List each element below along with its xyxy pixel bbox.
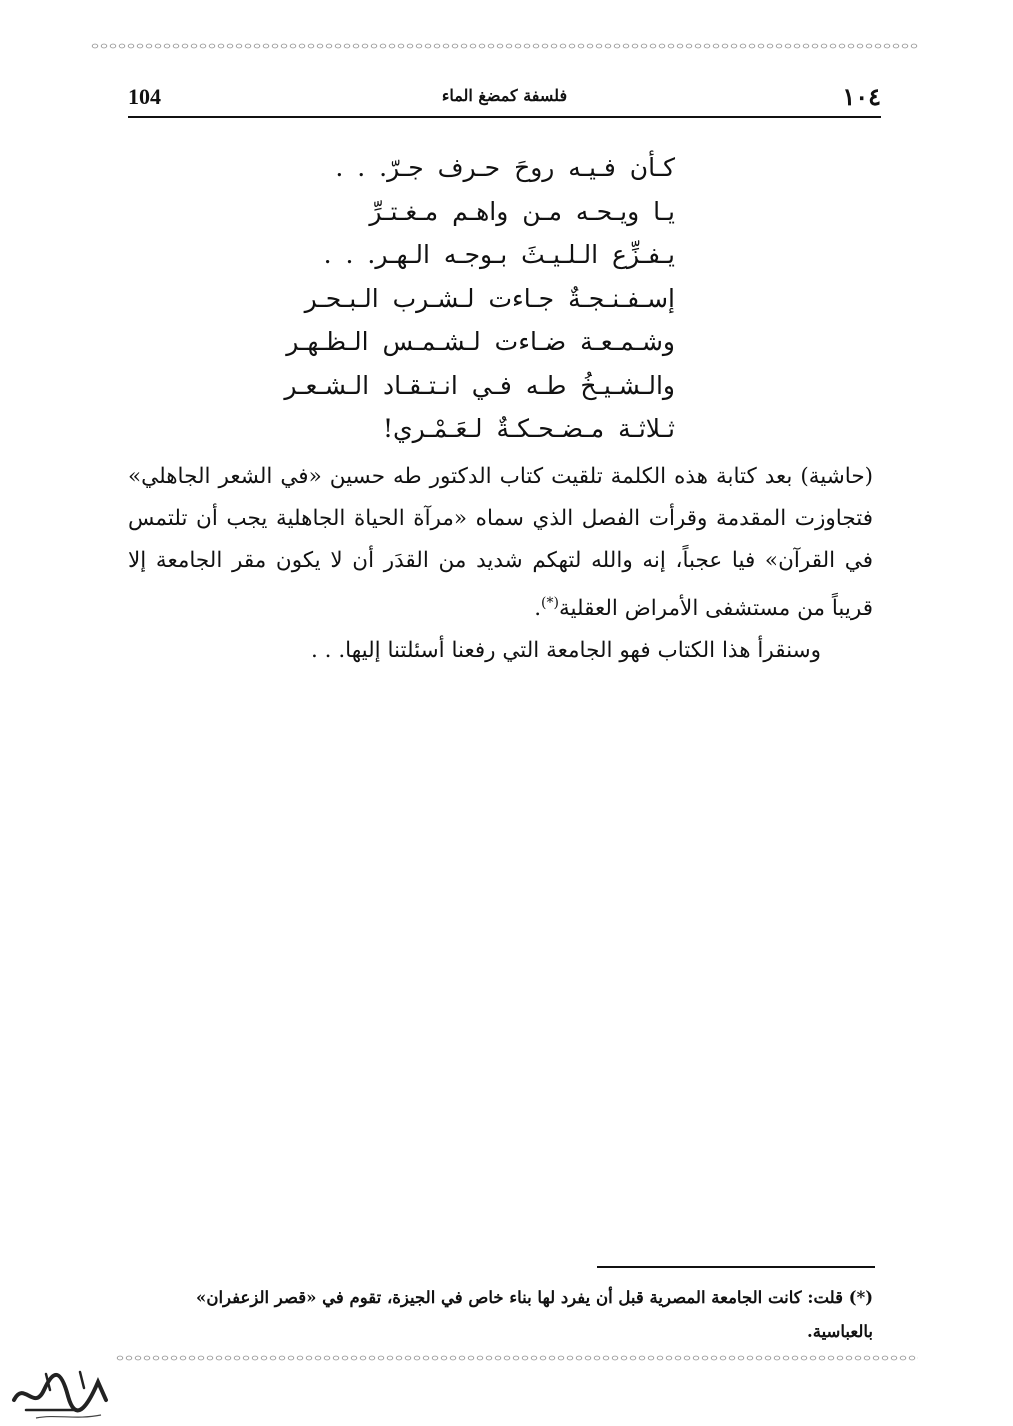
bottom-ornament-border <box>115 1353 918 1363</box>
page-header <box>128 84 881 118</box>
body-paragraph <box>128 456 873 630</box>
paragraph-text: (حاشية) بعد كتابة هذه الكلمة تلقيت كتاب الدكتور طه حسين «في الشعر الجاهلي» فتجاوزت المقدمة وقرأت الفصل الذي سماه «مرآة الحياة الجاهلية يجب أن تلتمس في القرآن» فيا عجباً، إنه والله لتهكم شديد من القدَر أن لا يكون مقر الجامعة إلا قريباً من مستشفى الأمراض العقلية <box>128 464 873 622</box>
poem-line: وشـمـعـة ضـاءت لـشـمـس الـظـهـر <box>286 327 675 356</box>
running-title: فلسفة كمضغ الماء <box>441 86 568 105</box>
paragraph-end: . <box>534 596 542 622</box>
footnote: (*) قلت: كانت الجامعة المصرية قبل أن يفرد لها بناء خاص في الجيزة، تقوم في «قصر الزعفران» بالعباسية. <box>196 1288 873 1341</box>
body-text <box>128 456 873 672</box>
poem-line: كـأن فـيـه روحَ حـرف جـرّ. . . <box>335 153 675 182</box>
poem-line: يـا ويـحـه مـن واهـم مـغـتـرِّ <box>369 196 675 226</box>
page-number-latin: 104 <box>128 84 161 109</box>
poem-line: إسـفـنـجـةٌ جـاءت لـشـرب الـبـحـر <box>304 283 675 313</box>
footnote-marker: (*) <box>541 595 559 611</box>
body-paragraph: وسنقرأ هذا الكتاب فهو الجامعة التي رفعنا أسئلتنا إليها. . . <box>311 638 821 664</box>
poem-line: ثـلاثـة مـضـحـكـةٌ لـعَـمْـري! <box>382 414 675 443</box>
poem-line: والـشـيـخُ طـه فـي انـتـقـاد الـشـعـر <box>284 370 675 400</box>
page-number-arabic: ١٠٤ <box>842 82 881 111</box>
library-stamp-logo <box>6 1360 116 1422</box>
poem-line: يـفـزِّع الـلـيـثَ بـوجـه الـهـر. . . <box>323 240 675 269</box>
poem <box>284 146 675 451</box>
footnote-separator <box>597 1266 875 1268</box>
top-ornament-border <box>90 41 918 51</box>
